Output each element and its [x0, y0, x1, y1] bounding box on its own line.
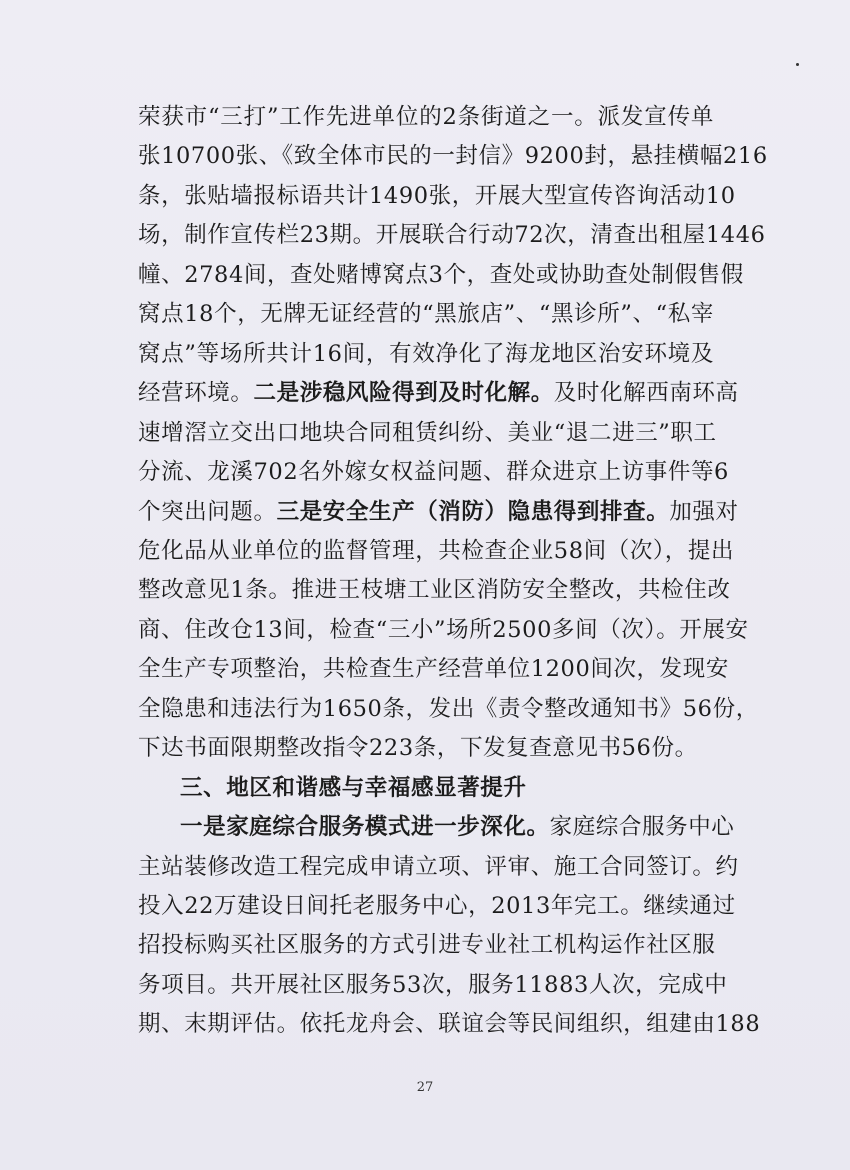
text-segment: 荣获市“三打”工作先进单位的2条街道之一。派发宣传单	[138, 104, 714, 130]
text-line	[138, 255, 744, 295]
text-line	[138, 649, 729, 689]
text-segment: 张10700张、《致全体市民的一封信》9200封，悬挂横幅216	[138, 143, 768, 170]
text-segment: 家庭综合服务中心	[549, 814, 735, 841]
text-segment: 及时化解西南环高	[553, 380, 739, 407]
text-line	[138, 492, 739, 532]
text-segment: 投入22万建设日间托老服务中心，2013年完工。继续通过	[138, 893, 736, 919]
text-segment: 务项目。共开展社区服务53次，服务11883人次，完成中	[138, 971, 728, 998]
text-line	[138, 689, 759, 729]
text-segment: 场，制作宣传栏23期。开展联合行动72次，清查出租屋1446	[138, 222, 766, 249]
text-segment: 条，张贴墙报标语共计1490张，开展大型宣传咨询活动10	[138, 182, 736, 209]
scan-mark	[796, 63, 799, 66]
text-line	[138, 413, 717, 453]
text-segment: 加强对	[669, 498, 739, 525]
text-line	[138, 294, 714, 334]
text-line	[138, 570, 731, 610]
text-line	[138, 886, 736, 926]
text-segment: 全生产专项整治，共检查生产经营单位1200间次，发现安	[138, 656, 729, 683]
text-line	[138, 728, 714, 768]
text-segment: 速增滘立交出口地块合同租赁纠纷、美业“退二进三”职工	[138, 419, 717, 446]
bold-text-segment: 三、地区和谐感与幸福感显著提升	[180, 774, 527, 801]
text-segment: 分流、龙溪702名外嫁女权益问题、群众进京上访事件等6	[138, 459, 729, 486]
text-line	[180, 768, 714, 808]
text-line	[138, 334, 714, 374]
text-segment: 窝点18个，无牌无证经营的“黑旅店”、“黑诊所”、“私宰	[138, 301, 714, 328]
text-line	[138, 97, 714, 137]
text-line	[180, 807, 735, 847]
text-line	[138, 965, 728, 1005]
text-line	[138, 215, 766, 255]
text-segment: 个突出问题。	[138, 498, 277, 525]
page-number: 27	[416, 1080, 434, 1095]
text-segment: 招投标购买社区服务的方式引进专业社工机构运作社区服	[138, 932, 716, 959]
text-line	[138, 847, 739, 887]
text-segment: 幢、2784间，查处赌博窝点3个，查处或协助查处制假售假	[138, 261, 744, 288]
text-segment: 下达书面限期整改指令223条，下发复查意见书56份。	[138, 735, 698, 762]
text-line	[138, 452, 729, 492]
bold-text-segment: 三是安全生产（消防）隐患得到排查。	[276, 498, 670, 525]
text-segment: 经营环境。	[138, 380, 254, 407]
text-segment: 危化品从业单位的监督管理，共检查企业58间（次），提出	[138, 537, 735, 564]
text-line	[138, 1004, 761, 1044]
text-line	[138, 373, 739, 413]
bold-text-segment: 二是涉稳风险得到及时化解。	[253, 380, 554, 407]
text-line	[138, 136, 768, 176]
text-segment: 全隐患和违法行为1650条，发出《责令整改通知书》56份，	[138, 695, 759, 722]
bold-text-segment: 一是家庭综合服务模式进一步深化。	[180, 814, 550, 841]
text-line	[138, 925, 714, 965]
text-segment: 期、末期评估。依托龙舟会、联谊会等民间组织，组建由188	[138, 1011, 761, 1038]
text-segment: 窝点”等场所共计16间，有效净化了海龙地区治安环境及	[138, 340, 714, 367]
text-segment: 商、住改仓13间，检查“三小”场所2500多间（次）。开展安	[138, 616, 749, 643]
text-line	[138, 610, 749, 650]
text-segment: 主站装修改造工程完成申请立项、评审、施工合同签订。约	[138, 853, 739, 880]
text-line	[138, 531, 735, 571]
text-line	[138, 176, 736, 216]
text-segment: 整改意见1条。推进王枝塘工业区消防安全整改，共检住改	[138, 577, 731, 604]
